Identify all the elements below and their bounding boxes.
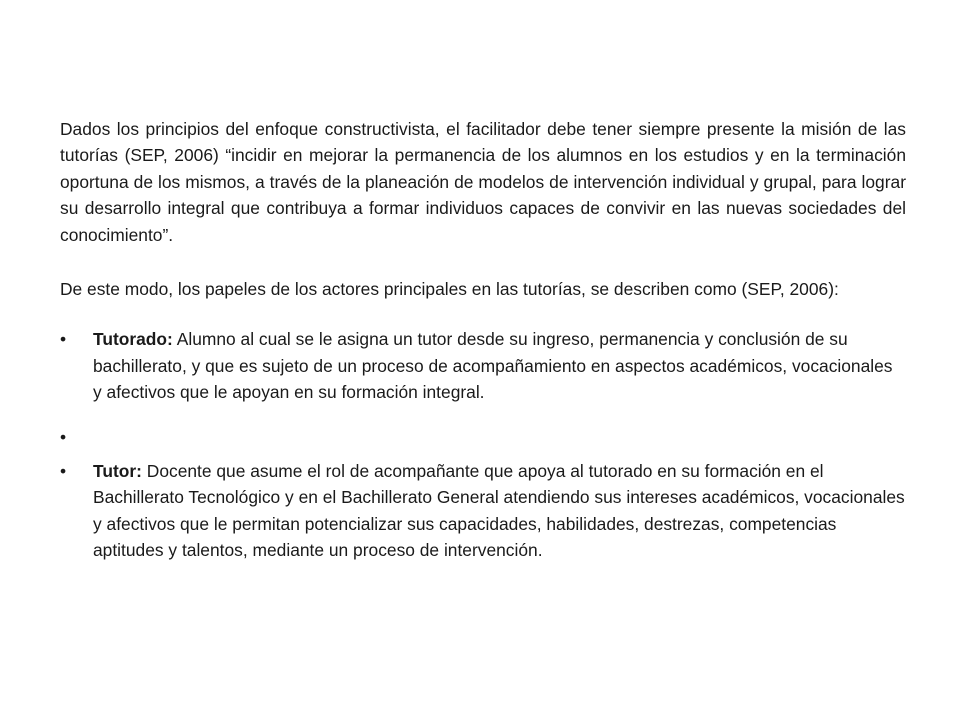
bullet-item-tutorado — [60, 326, 906, 405]
term-tutor: Tutor: — [93, 461, 142, 482]
roles-paragraph: De este modo, los papeles de los actores principales en las tutorías, se describen como (SEP, 2006): — [60, 279, 839, 300]
definition-tutorado: Alumno al cual se le asigna un tutor desde su ingreso, permanencia y conclusión de su bachillerato, y que es sujeto de un proceso de acompañamiento en aspectos académicos, vocacionales y afectivos que le apoyan en su formación integral. — [93, 329, 893, 403]
bullet-item-empty — [60, 424, 906, 450]
slide-content — [60, 116, 906, 582]
intro-paragraph: Dados los principios del enfoque constructivista, el facilitador debe tener siempre presente la misión de las tutorías (SEP, 2006) “incidir en mejorar la permanencia de los alumnos en los estudios y en la terminación oportuna de los mismos, a través de la planeación de modelos de intervención individual y grupal, para lograr su desarrollo integral que contribuya a formar individuos capaces de convivir en las nuevas sociedades del conocimiento”. — [60, 119, 906, 245]
definition-tutor: Docente que asume el rol de acompañante que apoya al tutorado en su formación en el Bachillerato Tecnológico y en el Bachillerato General atendiendo sus intereses académicos, vocacionales y afectivos que le permitan potencializar sus capacidades, habilidades, destrezas, competencias aptitudes y talentos, mediante un proceso de intervención. — [93, 461, 905, 561]
bullet-icon: • — [60, 329, 67, 350]
bullet-icon: • — [60, 426, 67, 447]
term-tutorado: Tutorado: — [93, 329, 173, 350]
bullet-item-tutor — [60, 458, 906, 564]
bullet-icon: • — [60, 461, 67, 482]
roles-bullet-list — [60, 326, 906, 563]
